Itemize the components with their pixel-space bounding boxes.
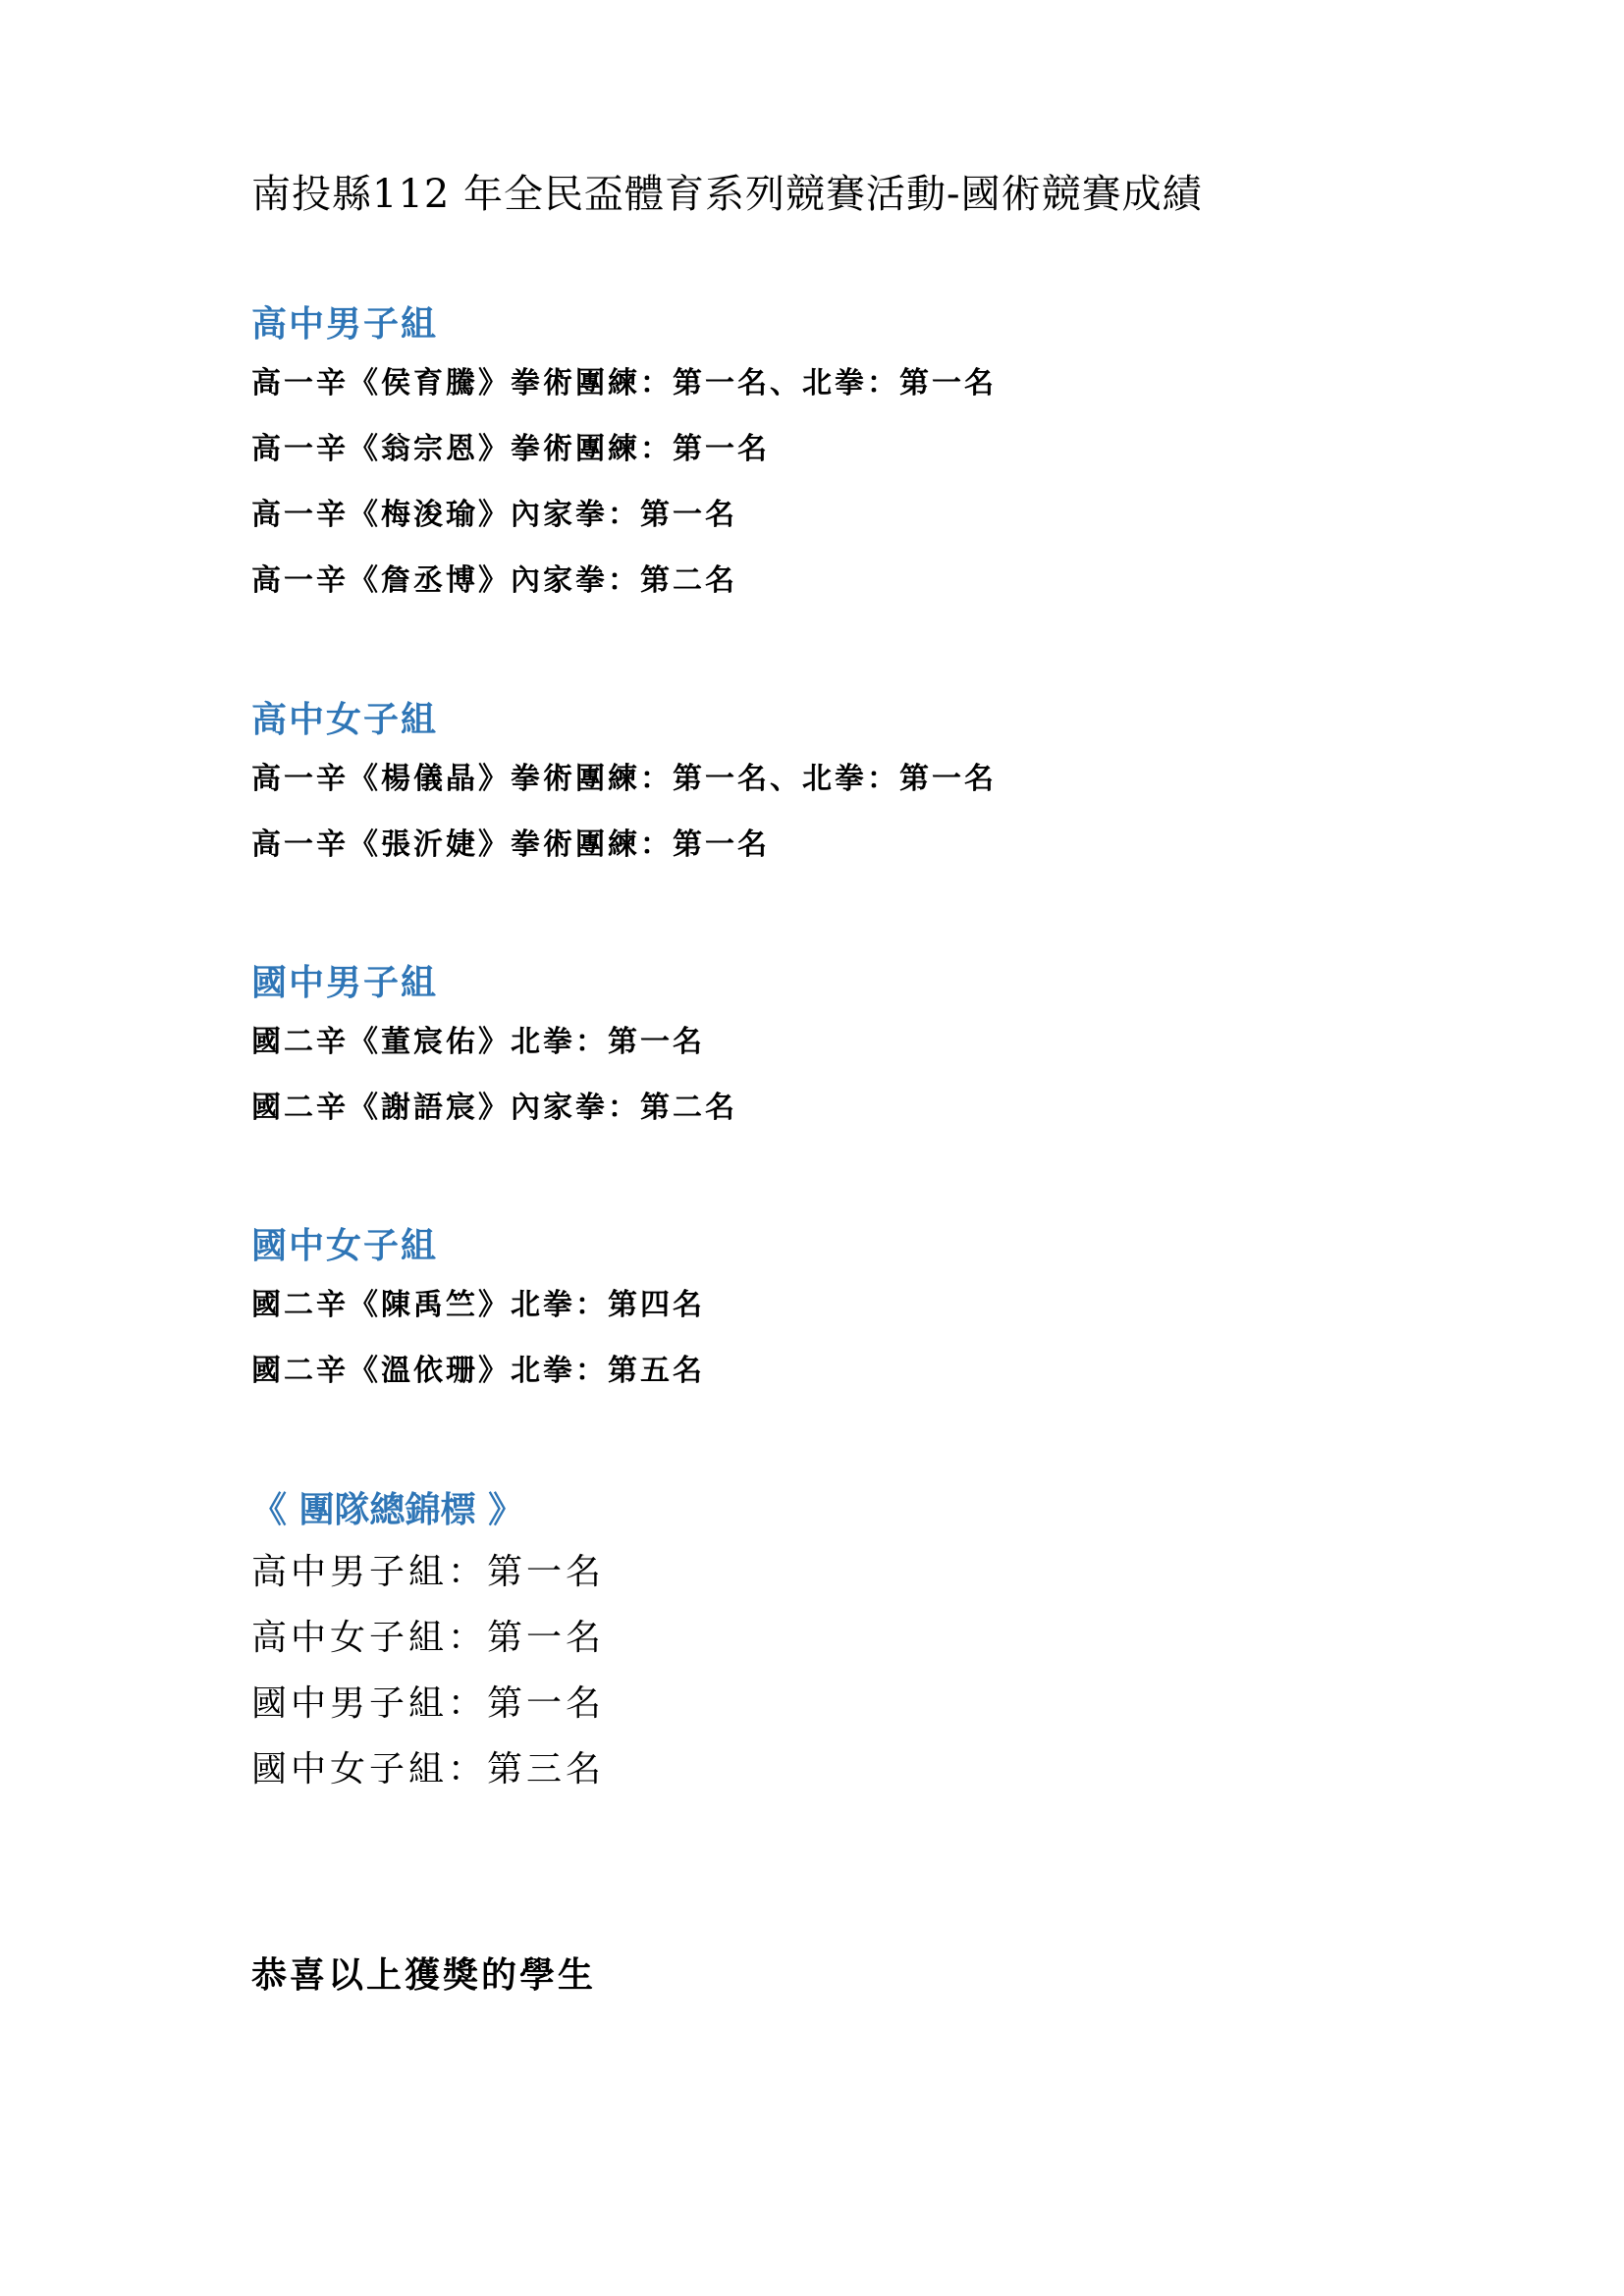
section-junior-high-girls — [251, 1221, 705, 1417]
document-title: 南投縣112 年全民盃體育系列競賽活動-國術競賽成績 — [251, 172, 1203, 217]
result-entry: 高一辛《翁宗恩》拳術團練：第一名 — [251, 432, 770, 466]
section-heading: 高中男子組 — [251, 303, 439, 345]
section-heading: 國中男子組 — [251, 962, 439, 1003]
result-entry: 高一辛《詹丞博》內家拳：第二名 — [251, 563, 737, 598]
result-entry: 高一辛《梅浚瑜》內家拳：第一名 — [251, 498, 737, 532]
result-entry: 國二辛《謝語宸》內家拳：第二名 — [251, 1091, 737, 1125]
closing-congratulations: 恭喜以上獲獎的學生 — [251, 1954, 597, 1996]
team-result-entry: 國中女子組：第三名 — [251, 1749, 606, 1789]
result-entry: 國二辛《董宸佑》北拳：第一名 — [251, 1025, 705, 1059]
result-entry: 高一辛《楊儀晶》拳術團練：第一名、北拳：第一名 — [251, 762, 997, 796]
section-heading: 高中女子組 — [251, 699, 439, 740]
result-entry: 高一辛《張沂婕》拳術團練：第一名 — [251, 828, 770, 862]
section-high-school-boys — [251, 299, 997, 627]
result-entry: 高一辛《侯育騰》拳術團練：第一名、北拳：第一名 — [251, 366, 997, 400]
result-entry: 國二辛《溫依珊》北拳：第五名 — [251, 1354, 705, 1388]
section-heading: 國中女子組 — [251, 1225, 439, 1266]
section-high-school-girls — [251, 695, 997, 891]
team-result-entry: 高中女子組：第一名 — [251, 1618, 606, 1658]
section-junior-high-boys — [251, 958, 737, 1154]
team-result-entry: 高中男子組：第一名 — [251, 1552, 606, 1592]
section-team-championship — [251, 1485, 605, 1811]
team-result-entry: 國中男子組：第一名 — [251, 1683, 606, 1724]
team-championship-heading: 《 團隊總錦標 》 — [251, 1489, 524, 1530]
result-entry: 國二辛《陳禹竺》北拳：第四名 — [251, 1288, 705, 1322]
